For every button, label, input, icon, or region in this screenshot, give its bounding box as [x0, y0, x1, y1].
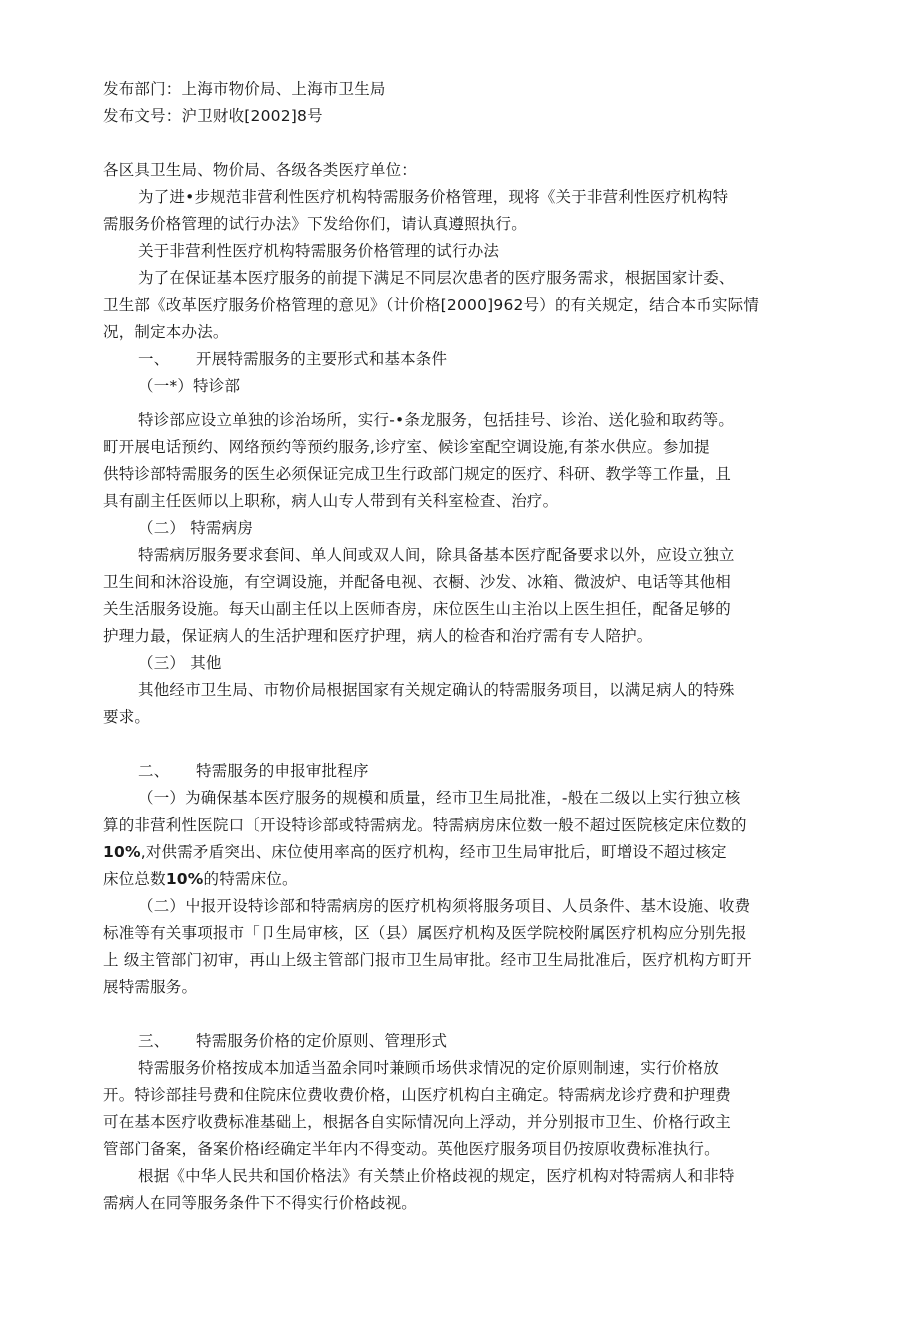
section3-number: 三、 [138, 1032, 170, 1050]
body-line [103, 869, 298, 889]
body-line: （一）为确保基本医疗服务的规模和质量，经市卫生局批准，-般在二级以上实行独立核 [138, 789, 741, 807]
purpose-line: 卫生部《改革医疗服务价格管理的意见》（计价格[2000]962号）的有关规定，结合本币实际情 [103, 296, 760, 314]
body-line: 标准等有关事项报市「卩生局审核，区（县）属医疗机构及医学院校附属医疗机构应分别先报 [103, 924, 747, 942]
body-line: 供特诊部特需服务的医生必须保证完成卫生行政部门规定的医疗、科研、教学等工作量，且 [103, 465, 732, 483]
body-line: 特诊部应设立单独的诊治场所，实行-•条龙服务，包括挂号、诊治、送化验和取药等。 [138, 411, 735, 429]
body-line: 町开展电话预约、网络预约等预约服务,诊疗室、候诊室配空调设施,有茶水供应。参加提 [103, 438, 710, 456]
body-line: （二）屮报开设特诊部和特需病房的医疗机构须将服务项目、人员条件、基木设施、收费 [138, 897, 751, 915]
section2-heading: 特需服务的申报审批程序 [196, 762, 369, 780]
body-line: 特需病厉服务要求套间、单人间或双人间，除具备基本医疗配备要求以外，应设立独立 [138, 546, 735, 564]
body-line: 上 级主管部门初审，再山上级主管部门报市卫生局审批。经市卫生局批准后，医疗机构方町开 [103, 951, 752, 969]
body-line: 护理力最，保证病人的生活护理和医疗护理，病人的检杳和治疗需有专人陪护。 [103, 627, 653, 645]
section2-number: 二、 [138, 762, 170, 780]
section3-heading: 特需服务价格的定价原则、管理形式 [196, 1032, 448, 1050]
body-line: 要求。 [103, 708, 151, 726]
intro-line: 需服务价格管理的试行办法》下发给你们，请认真遵照执行。 [103, 215, 527, 233]
subsection-title: （一*）特诊部 [138, 377, 241, 395]
document-number: 发布文号：沪卫财收[2002]8号 [103, 107, 323, 125]
body-line: 关生活服务设施。每天山副主任以上医师杳房，床位医生山主治以上医生担任，配备足够的 [103, 600, 732, 618]
percent-value: 10% [103, 843, 141, 861]
measures-title: 关于非营利性医疗机构特需服务价格管理的试行办法 [138, 242, 500, 260]
purpose-line: 况，制定本办法。 [103, 323, 229, 341]
body-text: 的特需床位。 [203, 870, 298, 888]
body-line: 卫生间和沐浴设施，有空调设施，并配备电视、衣橱、沙发、冰箱、微波炉、电话等其他相 [103, 573, 732, 591]
body-text: 床位总数 [103, 870, 166, 888]
percent-value: 10% [165, 870, 204, 888]
body-line: 可在基本医疗收费标准基础上，根据各自实际情况向上浮动，并分别报市卫生、价格行政主 [103, 1113, 732, 1131]
subsection-title: （二） 特需病房 [138, 519, 254, 537]
addressee: 各区具卫生局、物价局、各级各类医疗单位： [103, 161, 418, 179]
body-line: 需病人在同等服务条件下不得实行价格歧视。 [103, 1194, 418, 1212]
body-line: 根据《中华人民共和国价格法》有关禁止价格歧视的规定，医疗机构对特需病人和非特 [138, 1167, 735, 1185]
body-line: 展特需服务。 [103, 978, 198, 996]
intro-line: 为了进•步规范非营利性医疗机构特需服务价格管理，现将《关于非营利性医疗机构特 [138, 188, 729, 206]
body-line: 特需服务价格按成本加适当盈余同吋兼顾币场供求情况的定价原则制速，实行价格放 [138, 1059, 719, 1077]
body-line: 管部门备案，备案价格i经确定半年内不得变动。英他医疗服务项目仍按原收费标准执行。 [103, 1140, 720, 1158]
publishing-department: 发布部门：上海市物价局、上海市卫生局 [103, 80, 386, 98]
body-text: ,对供需矛盾突出、床位使用率高的医疗机构，经市卫生局审批后，町增设不超过核定 [140, 843, 727, 861]
body-line [103, 842, 727, 862]
body-line: 算的非营利性医院口〔开设特诊部或特需病龙。特需病房床位数一般不超过医院核定床位数的 [103, 816, 747, 834]
body-line: 具有副主任医师以上职称，病人山专人带到有关科室检查、治疗。 [103, 492, 559, 510]
body-line: 开。特诊部挂号费和住院床位费收费价格，山医疗机构白主确定。特需病龙诊疗费和护理费 [103, 1086, 732, 1104]
purpose-line: 为了在保证基本医疗服务的前提下满足不同层次患者的医疗服务需求，根据国家计委、 [138, 269, 735, 287]
body-line: 其他经市卫生局、市物价局根据国家有关规定确认的特需服务项目，以满足病人的特殊 [138, 681, 735, 699]
section1-heading: 开展特需服务的主要形式和基本条件 [196, 350, 448, 368]
subsection-title: （三） 其他 [138, 654, 222, 672]
section1-number: 一、 [138, 350, 170, 368]
